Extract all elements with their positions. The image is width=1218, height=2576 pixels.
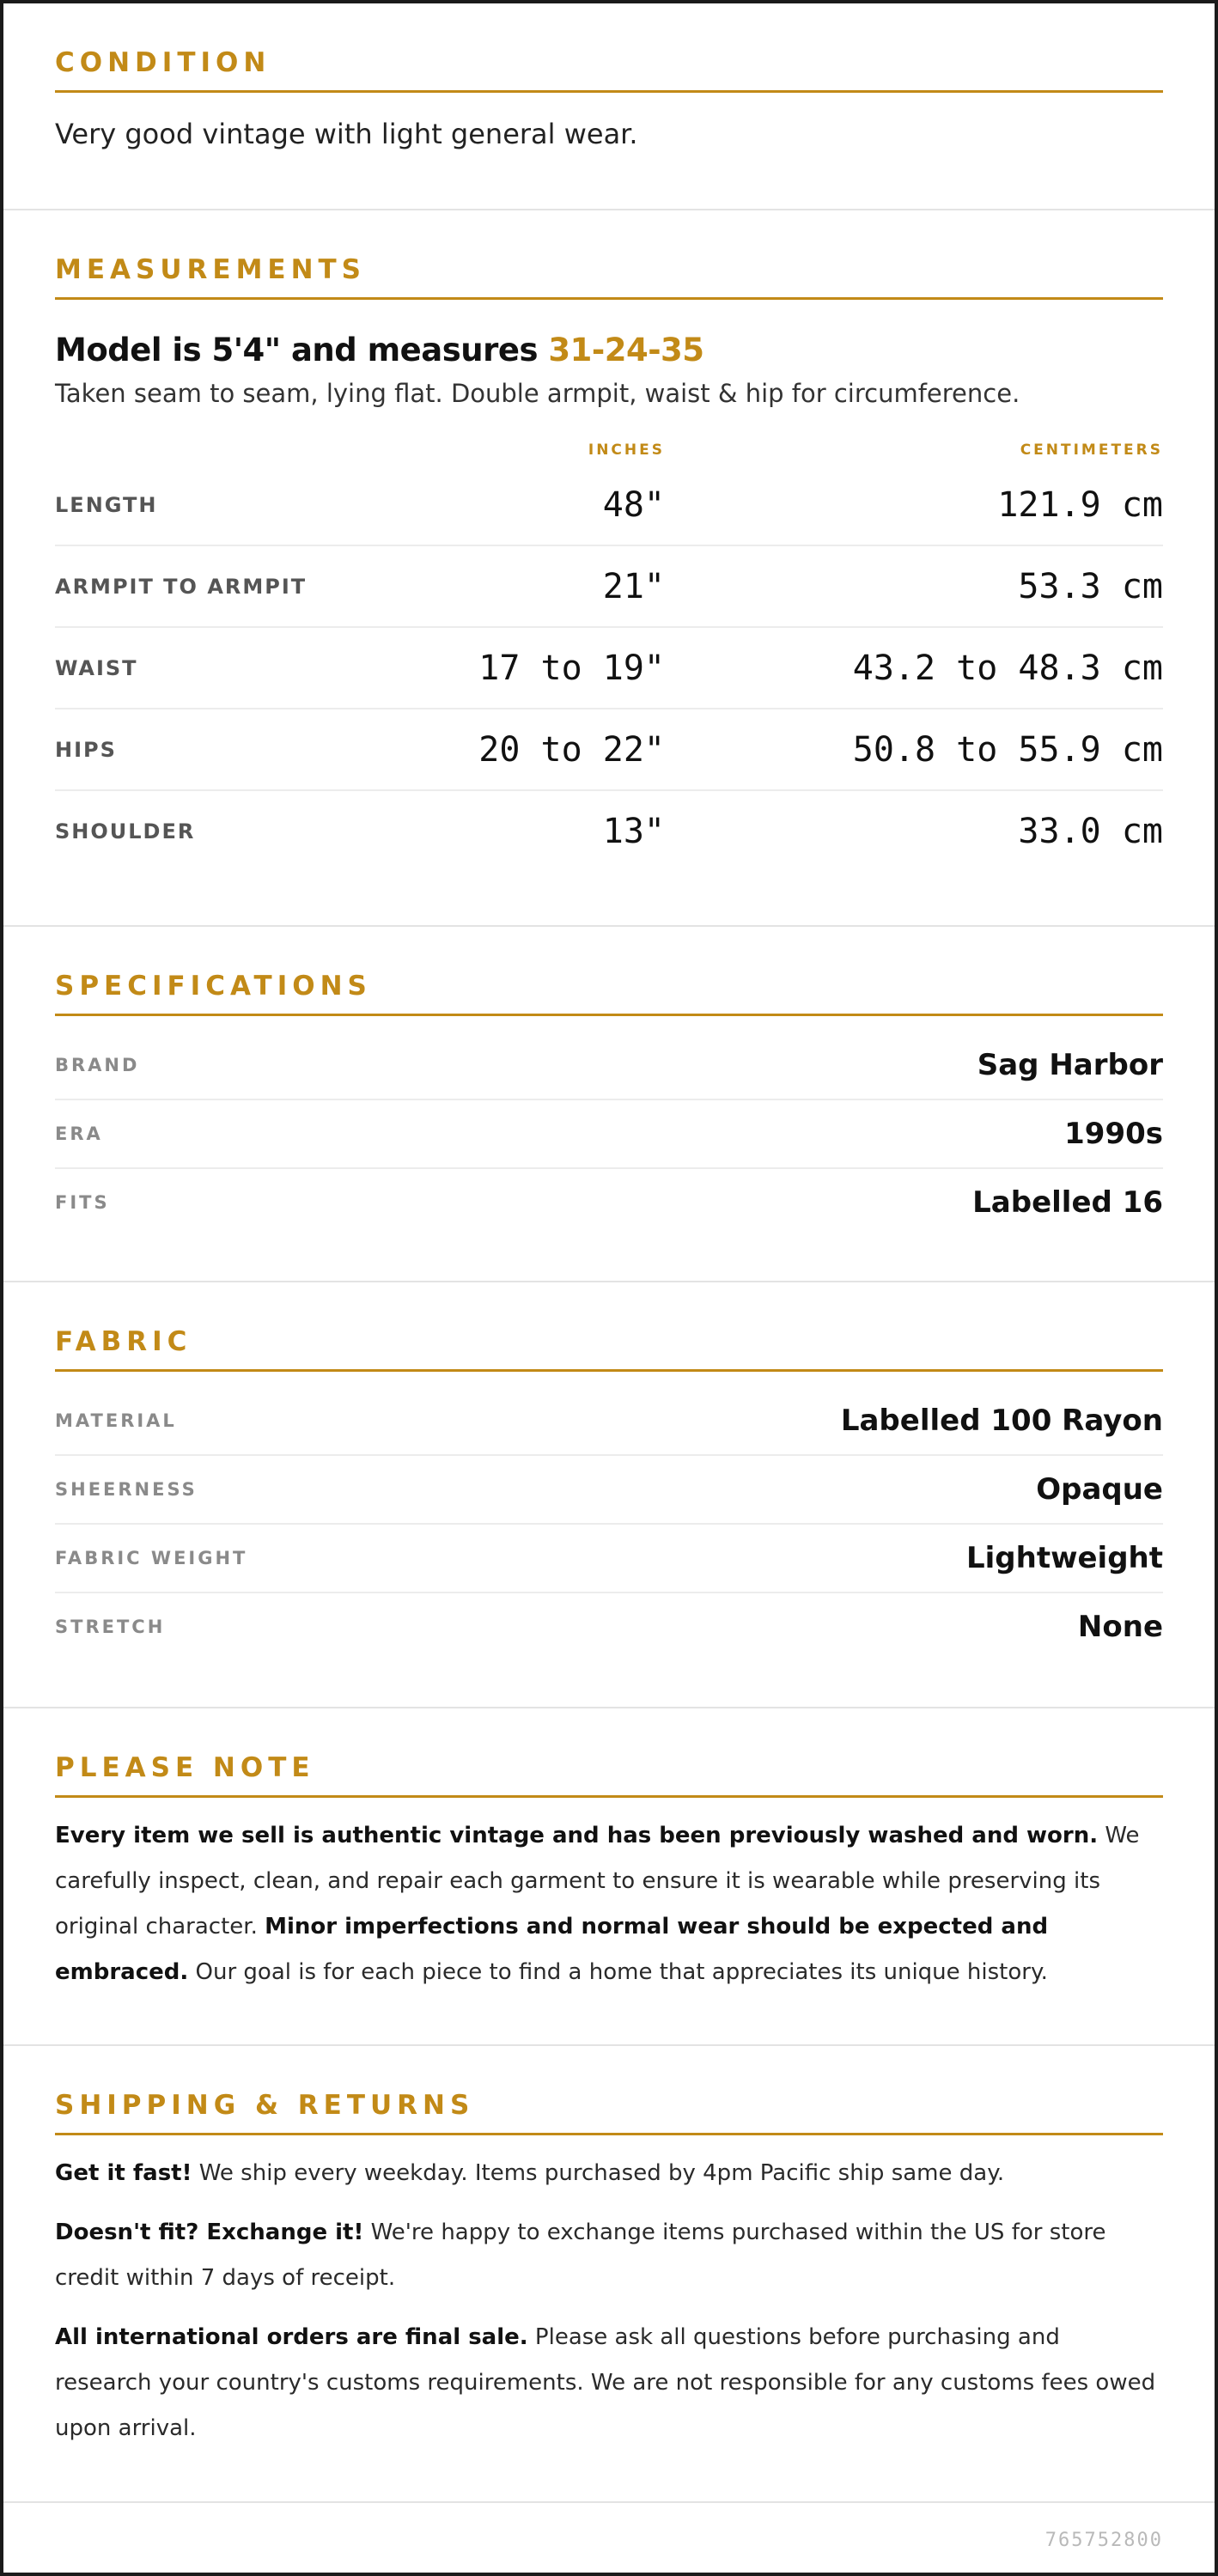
specifications-divider — [55, 1014, 1163, 1016]
please-note-title: PLEASE NOTE — [55, 1752, 315, 1783]
measurement-label: LENGTH — [55, 492, 158, 517]
measurement-cm: 43.2 to 48.3 cm — [852, 648, 1163, 688]
please-note-divider — [55, 1795, 1163, 1798]
measurement-row-shoulder — [55, 791, 1163, 871]
fabric-key: MATERIAL — [55, 1410, 177, 1431]
shipping-returns-title: SHIPPING & RETURNS — [55, 2090, 475, 2121]
footer — [3, 2503, 1215, 2576]
measurement-cm: 121.9 cm — [997, 484, 1163, 525]
spec-key: ERA — [55, 1124, 103, 1144]
fabric-divider — [55, 1369, 1163, 1372]
measurement-inches: 21" — [602, 566, 665, 606]
model-measures-value: 31-24-35 — [548, 332, 704, 368]
centimeters-column-header: CENTIMETERS — [1020, 442, 1163, 459]
shipping-bold: Doesn't fit? Exchange it! — [55, 2220, 364, 2245]
measurement-cm: 50.8 to 55.9 cm — [852, 729, 1163, 770]
specifications-list — [55, 1032, 1163, 1236]
shipping-text: We're happy to exchange items purchased within the US for store credit within 7 days of receipt. — [55, 2220, 1106, 2291]
shipping-bold: All international orders are final sale. — [55, 2324, 528, 2350]
shipping-text: We ship every weekday. Items purchased by 4pm Pacific ship same day. — [192, 2160, 1005, 2186]
specifications-section — [3, 927, 1215, 1282]
spec-row-era — [55, 1100, 1163, 1169]
specifications-title: SPECIFICATIONS — [55, 971, 372, 1002]
spec-key: BRAND — [55, 1055, 140, 1075]
model-measures — [55, 331, 1163, 370]
spec-value: 1990s — [1064, 1117, 1163, 1151]
measurement-label: WAIST — [55, 655, 138, 680]
condition-text: Very good vintage with light general wear. — [55, 118, 638, 150]
measurement-row-hips — [55, 709, 1163, 791]
measurement-label: HIPS — [55, 737, 117, 762]
fabric-key: STRETCH — [55, 1617, 166, 1637]
model-measures-prefix: Model is 5'4" and measures — [55, 332, 549, 368]
shipping-bold: Get it fast! — [55, 2160, 192, 2186]
measurement-cm: 33.0 cm — [1018, 811, 1163, 851]
fabric-list — [55, 1387, 1163, 1660]
measurement-inches: 20 to 22" — [478, 729, 665, 770]
measurement-inches: 48" — [602, 484, 665, 525]
shipping-paragraph-international — [55, 2315, 1163, 2451]
spec-key: FITS — [55, 1192, 110, 1213]
fabric-row-sheerness — [55, 1456, 1163, 1525]
measurement-row-length — [55, 465, 1163, 546]
measurement-label: SHOULDER — [55, 819, 196, 843]
measurement-inches: 13" — [602, 811, 665, 851]
fabric-title: FABRIC — [55, 1326, 192, 1357]
spec-row-fits — [55, 1169, 1163, 1236]
condition-section — [3, 3, 1215, 210]
inches-column-header: INCHES — [588, 442, 665, 459]
fabric-key: SHEERNESS — [55, 1479, 198, 1500]
fabric-row-material — [55, 1387, 1163, 1456]
condition-title: CONDITION — [55, 47, 271, 78]
note-text-2: Our goal is for each piece to find a home that appreciates its unique history. — [188, 1959, 1048, 1985]
measurement-label: ARMPIT TO ARMPIT — [55, 574, 308, 599]
spec-row-brand — [55, 1032, 1163, 1100]
fabric-row-weight — [55, 1525, 1163, 1593]
measurements-title: MEASUREMENTS — [55, 254, 367, 285]
shipping-returns-section — [3, 2046, 1215, 2503]
fabric-value: None — [1077, 1610, 1163, 1644]
please-note-text — [55, 1813, 1163, 1995]
fabric-value: Opaque — [1036, 1472, 1163, 1507]
shipping-paragraph-fast — [55, 2151, 1163, 2196]
shipping-paragraph-exchange — [55, 2210, 1163, 2301]
measurement-row-waist — [55, 628, 1163, 709]
shipping-returns-divider — [55, 2133, 1163, 2135]
measurement-cm: 53.3 cm — [1018, 566, 1163, 606]
measurement-row-armpit — [55, 546, 1163, 628]
condition-divider — [55, 90, 1163, 93]
spec-value: Labelled 16 — [972, 1185, 1163, 1220]
note-bold-1: Every item we sell is authentic vintage and has been previously washed and worn. — [55, 1823, 1099, 1848]
note-bold-2: Minor imperfections and normal wear should be expected and embraced. — [55, 1914, 1049, 1985]
measurement-method: Taken seam to seam, lying flat. Double armpit, waist & hip for circumference. — [55, 379, 1020, 408]
fabric-value: Lightweight — [965, 1541, 1163, 1575]
please-note-section — [3, 1708, 1215, 2046]
fabric-key: FABRIC WEIGHT — [55, 1548, 248, 1568]
fabric-row-stretch — [55, 1593, 1163, 1660]
sku-number: 765752800 — [1044, 2529, 1163, 2551]
shipping-text: Please ask all questions before purchasing and research your country's customs requirements. We are not responsible for any customs fees owed upon arrival. — [55, 2324, 1156, 2441]
measurement-inches: 17 to 19" — [478, 648, 665, 688]
spec-value: Sag Harbor — [977, 1048, 1163, 1082]
note-text-1: We carefully inspect, clean, and repair each garment to ensure it is wearable while preserving its original character. — [55, 1823, 1140, 1940]
fabric-section — [3, 1282, 1215, 1708]
measurements-section — [3, 210, 1215, 927]
measurements-table-header — [55, 435, 1163, 465]
fabric-value: Labelled 100 Rayon — [840, 1404, 1163, 1438]
measurements-divider — [55, 297, 1163, 300]
